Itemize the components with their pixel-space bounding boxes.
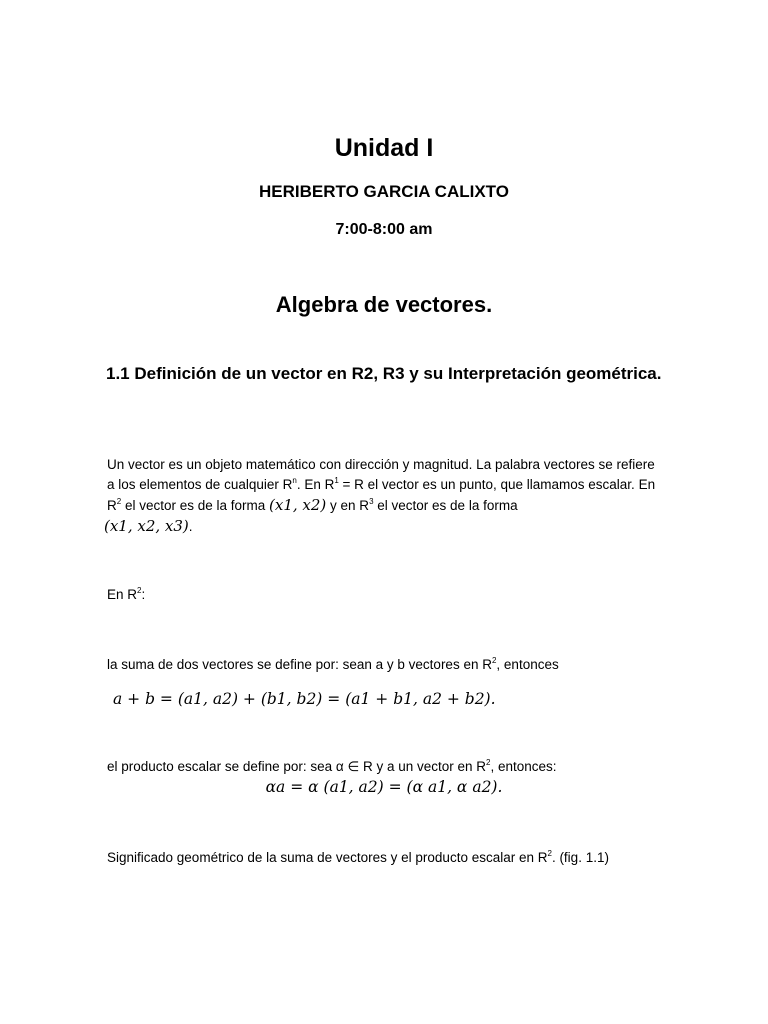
sum-equation: a + b = (a1, a2) + (b1, b2) = (a1 + b1, a2 + b2). xyxy=(113,690,496,708)
intro-line-1: Un vector es un objeto matemático con dirección y magnitud. La palabra vectores se refiere xyxy=(107,457,655,472)
section-heading: 1.1 Definición de un vector en R2, R3 y su Interpretación geométrica. xyxy=(106,364,662,383)
geometric-meaning-text xyxy=(107,848,609,868)
scalar-product-definition xyxy=(107,757,557,777)
intro-text: el vector es de la forma xyxy=(121,498,270,513)
meaning-text: Significado geométrico de la suma de vectores y el producto escalar en R xyxy=(107,850,548,865)
scalar-product-equation: αa = α (a1, a2) = (α a1, α a2). xyxy=(265,778,503,796)
intro-text: . xyxy=(188,519,193,534)
superscript: 2 xyxy=(486,758,491,767)
intro-text: = R el vector es un punto, que llamamos escalar. En xyxy=(338,477,656,492)
superscript: 2 xyxy=(137,586,142,595)
sum-definition xyxy=(107,655,559,675)
class-schedule: 7:00-8:00 am xyxy=(335,221,433,238)
label-text: En R xyxy=(107,587,138,602)
intro-line-4 xyxy=(104,516,655,537)
document-title: Unidad I xyxy=(334,134,434,162)
definition-text: , entonces xyxy=(496,657,559,672)
intro-line-2 xyxy=(107,475,655,495)
label-text: : xyxy=(141,587,146,602)
math-expression: (x1, x2) xyxy=(269,496,327,514)
intro-text: . En R xyxy=(296,477,335,492)
superscript: n xyxy=(292,476,297,485)
superscript: 3 xyxy=(369,497,374,506)
author-name: HERIBERTO GARCIA CALIXTO xyxy=(259,182,509,201)
meaning-text: . (fig. 1.1) xyxy=(551,850,609,865)
intro-line-3 xyxy=(107,495,655,516)
intro-text: el vector es de la forma xyxy=(373,498,518,513)
superscript: 1 xyxy=(334,476,339,485)
en-r2-label xyxy=(107,585,145,605)
intro-text: y en R xyxy=(326,498,370,513)
definition-text: el producto escalar se define por: sea α ∈ R y a un vector en R xyxy=(107,759,487,774)
superscript: 2 xyxy=(116,497,122,506)
intro-paragraph xyxy=(104,455,656,537)
topic-heading: Algebra de vectores. xyxy=(275,292,493,317)
superscript: 2 xyxy=(547,849,552,858)
definition-text: , entonces: xyxy=(490,759,557,774)
intro-text: a los elementos de cualquier R xyxy=(107,477,293,492)
superscript: 2 xyxy=(491,656,497,665)
intro-text: R xyxy=(107,498,117,513)
definition-text: la suma de dos vectores se define por: sean a y b vectores en R xyxy=(107,657,492,672)
math-expression: (x1, x2, x3) xyxy=(104,517,189,535)
